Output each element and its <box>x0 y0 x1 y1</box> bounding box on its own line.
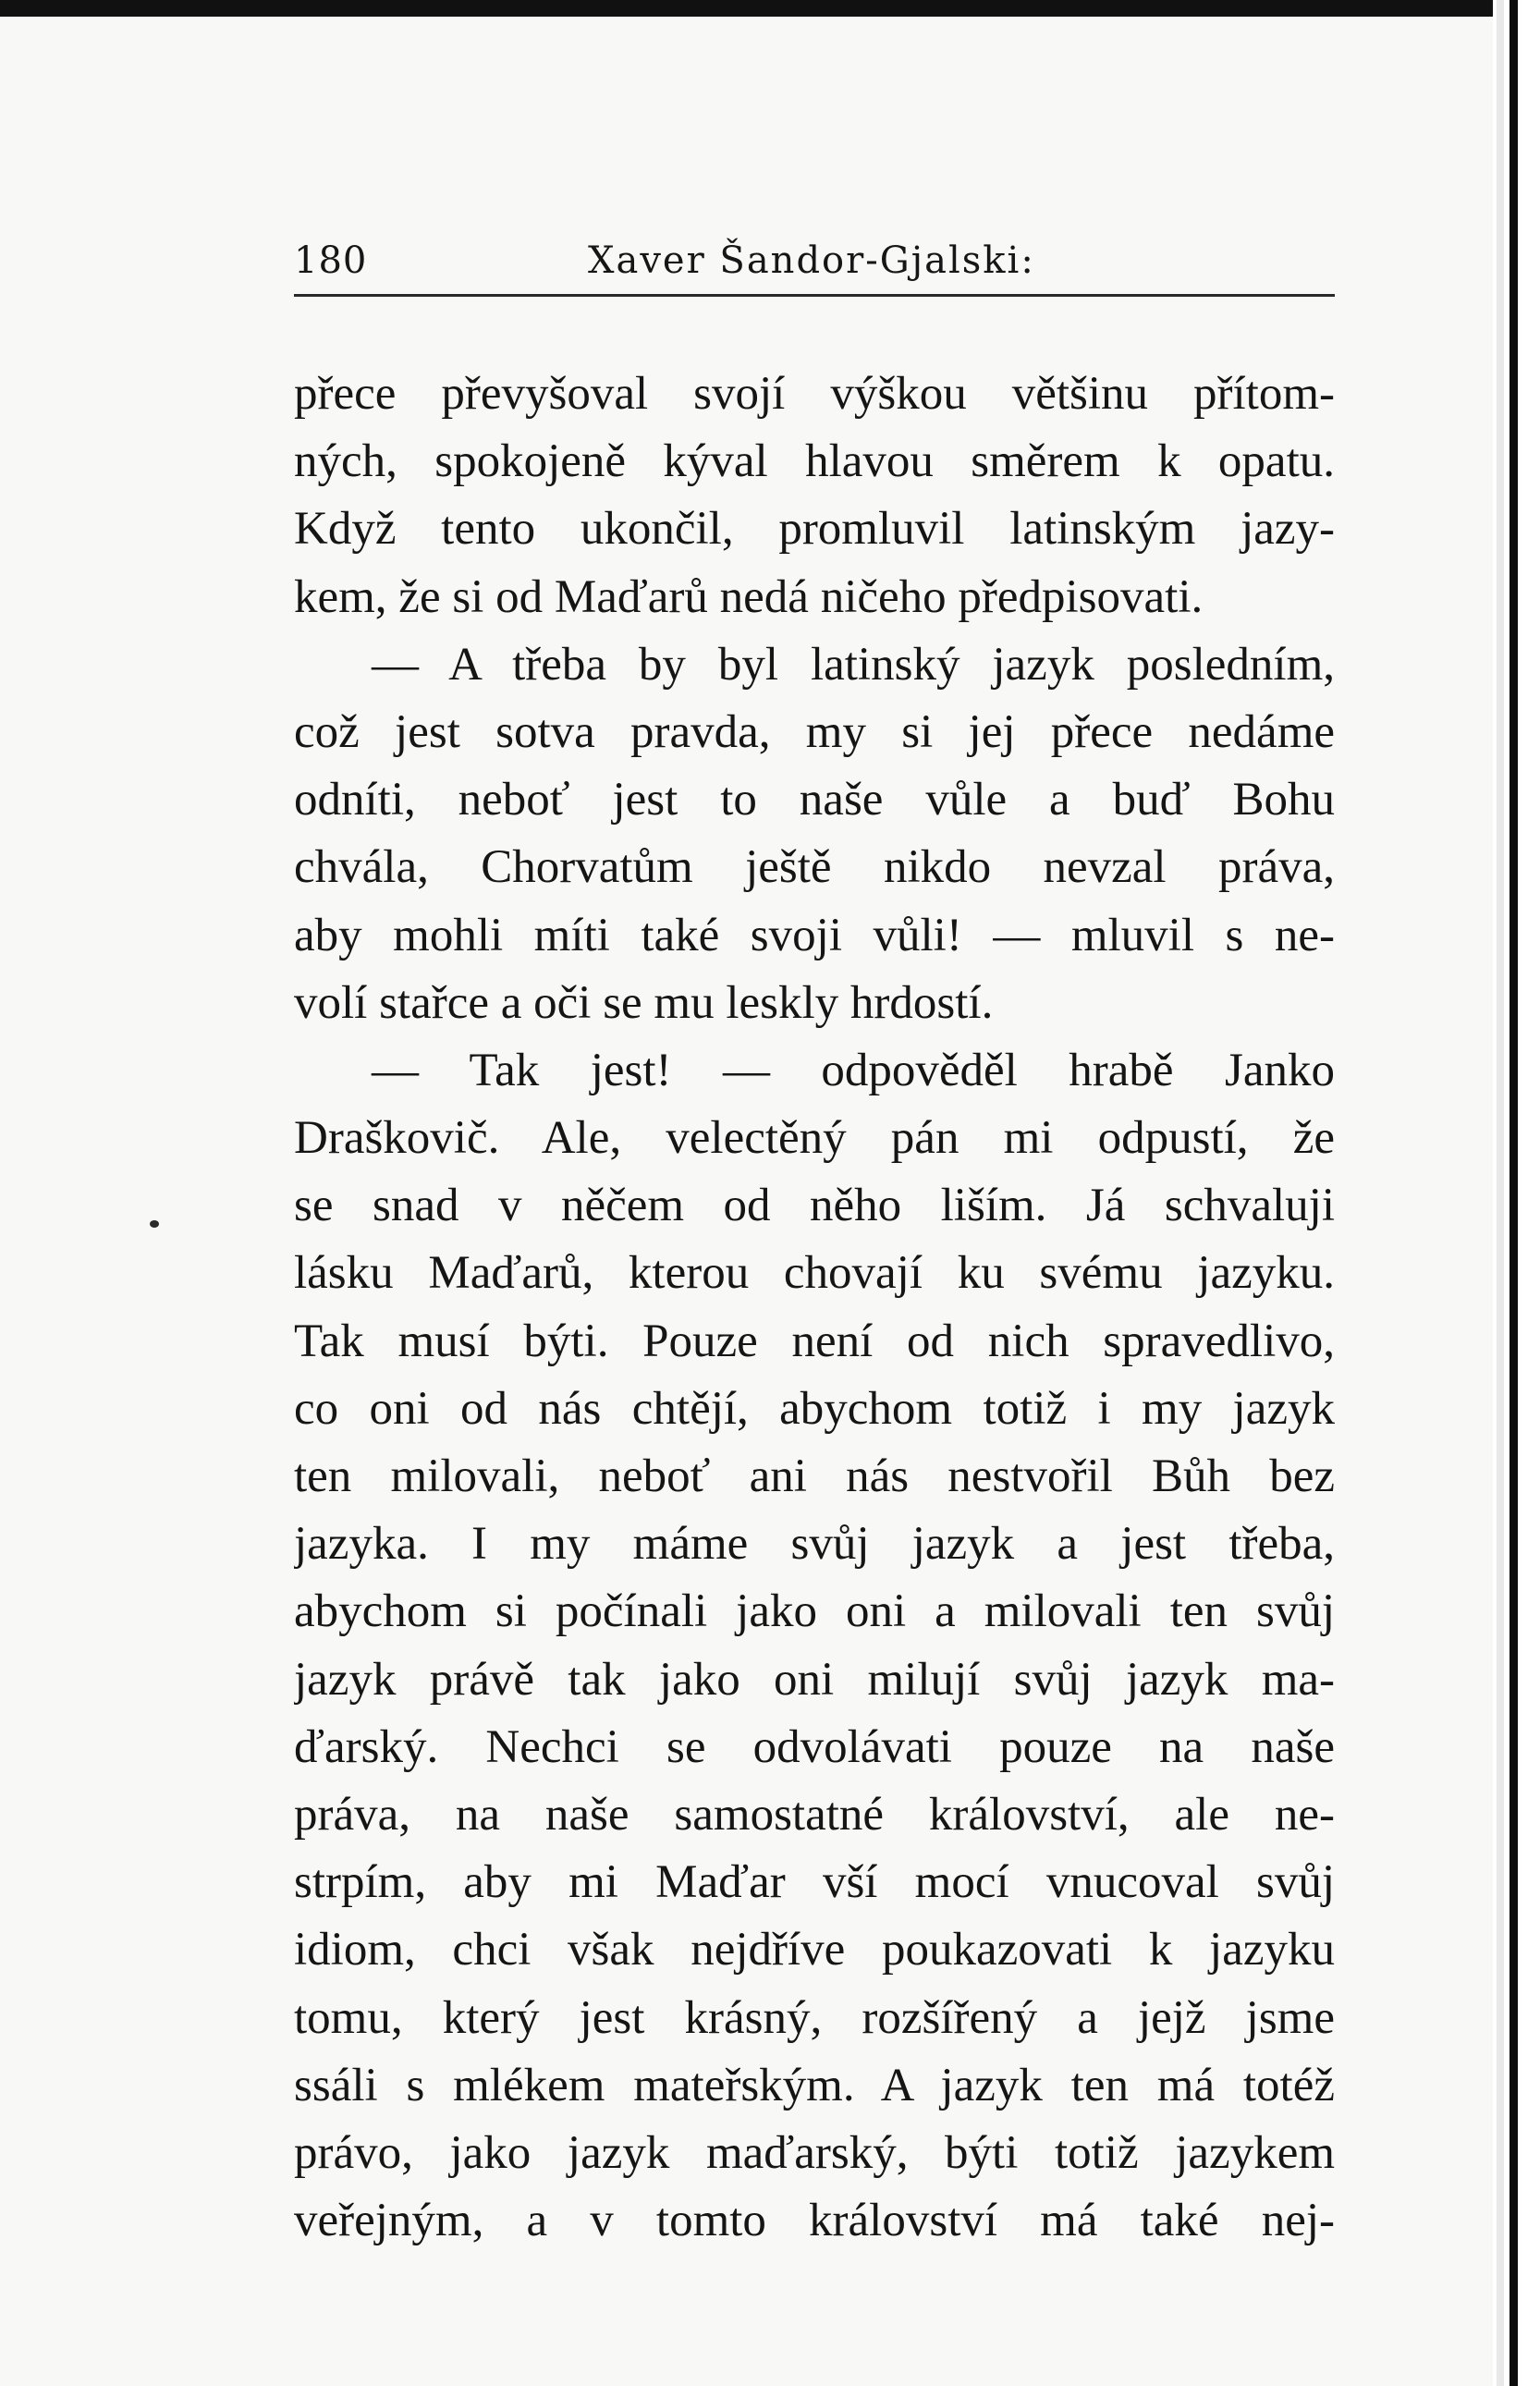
header-rule <box>294 294 1335 297</box>
text-line: ných, spokojeně kýval hlavou směrem k opatu. <box>294 435 1335 488</box>
text-line: Tak musí býti. Pouze není od nich spravedlivo, <box>294 1315 1335 1367</box>
text-line: — Tak jest! — odpověděl hrabě Janko <box>372 1044 1335 1096</box>
book-page <box>0 17 1493 2386</box>
text-line: odníti, neboť jest to naše vůle a buď Bohu <box>294 774 1335 826</box>
text-line: tomu, který jest krásný, rozšířený a jejž jsme <box>294 1991 1335 2044</box>
text-line: právo, jako jazyk maďarský, býti totiž jazykem <box>294 2126 1335 2179</box>
page-header <box>294 225 1333 289</box>
text-line: ssáli s mlékem mateřským. A jazyk ten má totéž <box>294 2059 1335 2111</box>
text-line: lásku Maďarů, kterou chovají ku svému jazyku. <box>294 1247 1335 1300</box>
text-line: — A třeba by byl latinský jazyk posledním, <box>372 638 1335 691</box>
text-line: se snad v něčem od něho liším. Já schvaluji <box>294 1180 1335 1232</box>
text-line: strpím, aby mi Maďar vší mocí vnucoval svůj <box>294 1856 1335 1909</box>
page-edge-strip <box>1493 0 1540 2386</box>
text-line: chvála, Chorvatům ještě nikdo nevzal práva, <box>294 841 1335 894</box>
text-line: aby mohli míti také svoji vůli! — mluvil s ne- <box>294 909 1335 961</box>
text-line: jazyka. I my máme svůj jazyk a jest třeba, <box>294 1518 1335 1571</box>
scan-speck <box>150 1220 159 1228</box>
body-text <box>294 361 1335 2255</box>
text-line: Draškovič. Ale, velectěný pán mi odpustí, že <box>294 1112 1335 1165</box>
text-line: práva, na naše samostatné království, ale ne- <box>294 1788 1335 1841</box>
text-line: jazyk právě tak jako oni milují svůj jazyk ma- <box>294 1653 1335 1706</box>
text-line: Když tento ukončil, promluvil latinským jazy- <box>294 503 1335 556</box>
text-line: ten milovali, neboť ani nás nestvořil Bůh bez <box>294 1450 1335 1502</box>
page-number: 180 <box>294 239 368 282</box>
page-edge-gap <box>1497 0 1504 2386</box>
running-title: Xaver Šandor-Gjalski: <box>588 239 1035 282</box>
text-line: co oni od nás chtějí, abychom totiž i my jazyk <box>294 1382 1335 1435</box>
binding-shadow <box>1509 0 1518 2386</box>
text-line: kem, že si od Maďarů nedá ničeho předpisovati. <box>294 570 1204 623</box>
text-line: což jest sotva pravda, my si jej přece nedáme <box>294 705 1335 758</box>
text-line: veřejným, a v tomto království má také nej- <box>294 2195 1335 2247</box>
text-line: idiom, chci však nejdříve poukazovati k jazyku <box>294 1924 1335 1976</box>
text-line: abychom si počínali jako oni a milovali ten svůj <box>294 1585 1335 1638</box>
text-line: ďarský. Nechci se odvolávati pouze na naše <box>294 1720 1335 1773</box>
text-line: přece převyšoval svojí výškou většinu přítom- <box>294 368 1335 420</box>
text-line: volí stařce a oči se mu leskly hrdostí. <box>294 976 994 1029</box>
